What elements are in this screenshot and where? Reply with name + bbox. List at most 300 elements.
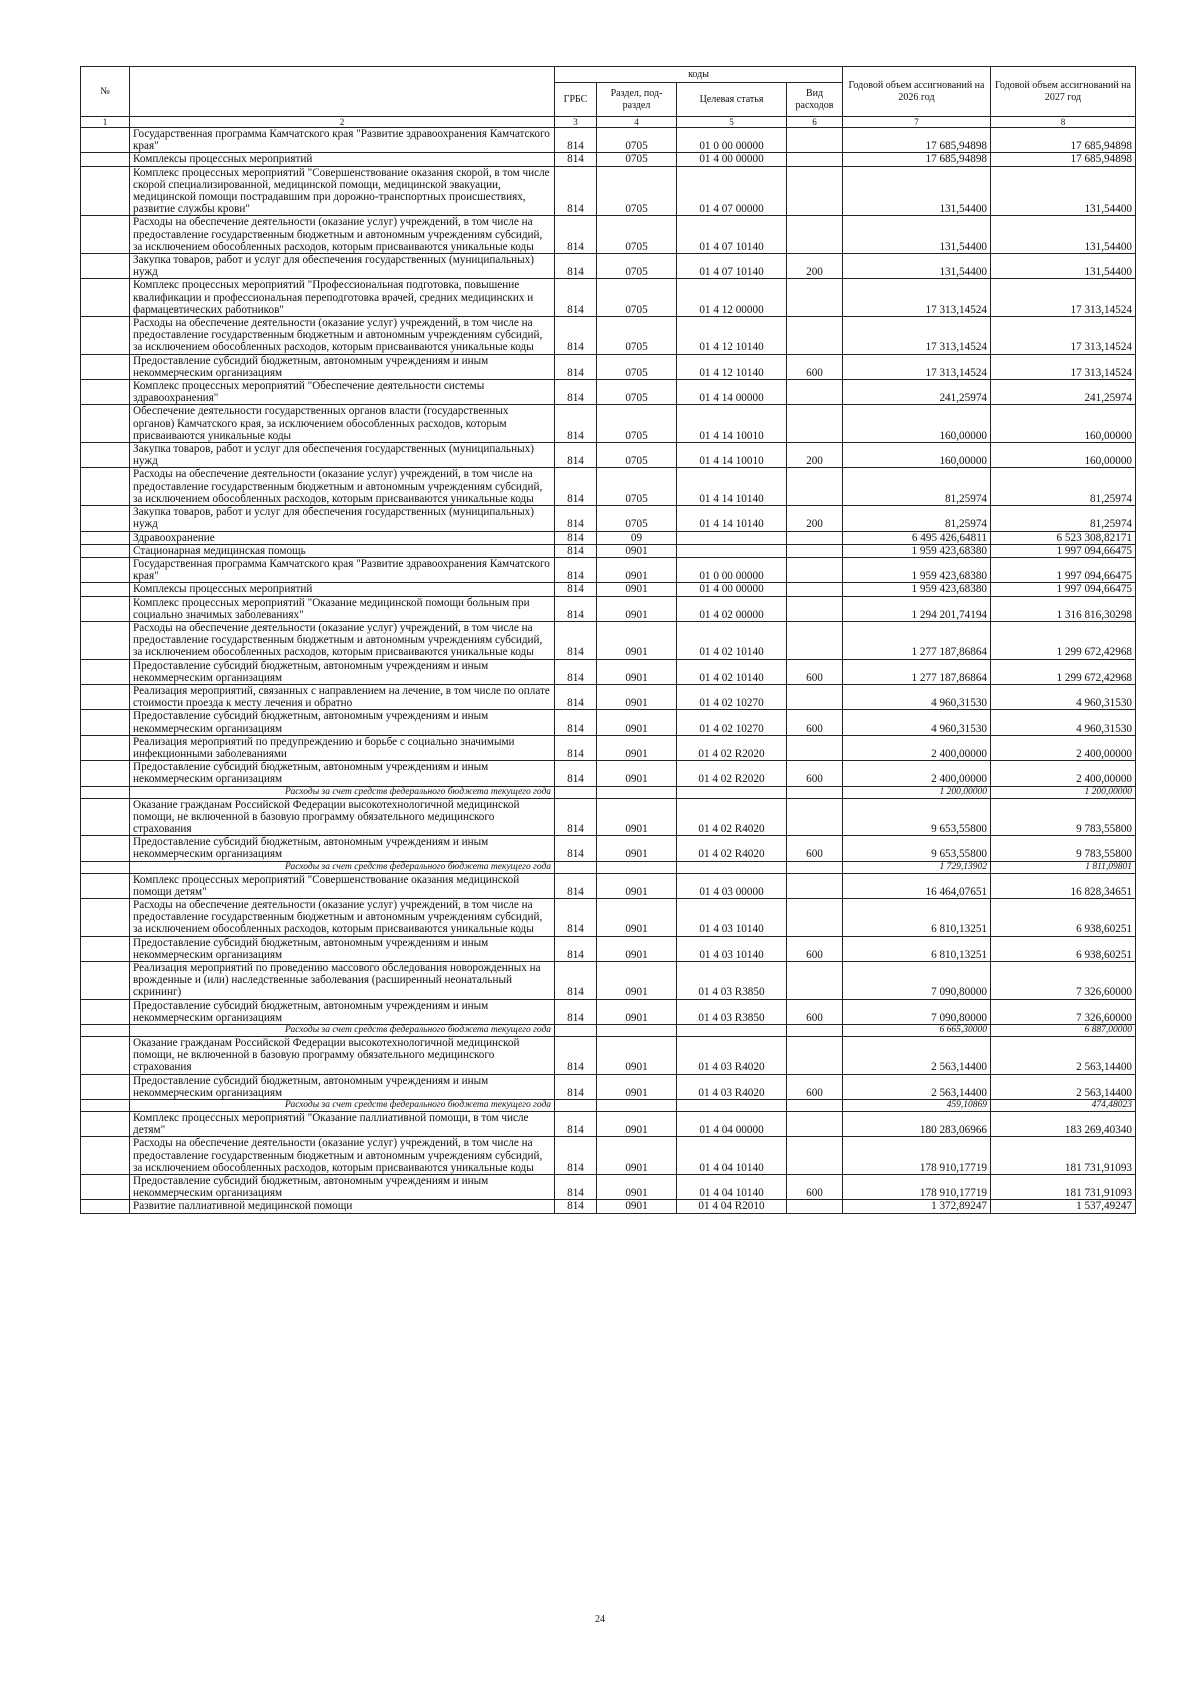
- table-row: [81, 380, 1136, 405]
- row-target-cell: 01 4 03 10140: [677, 936, 787, 961]
- row-name-cell: Расходы за счет средств федерального бюджета текущего года: [130, 861, 555, 873]
- row-expense-type-cell: [787, 684, 843, 709]
- row-2026-cell: 9 653,55800: [843, 836, 991, 861]
- row-grbs-cell: 814: [555, 898, 597, 936]
- row-expense-type-cell: 600: [787, 1074, 843, 1099]
- colnum: 4: [597, 117, 677, 128]
- table-body: [81, 128, 1136, 1214]
- row-expense-type-cell: 200: [787, 254, 843, 279]
- row-target-cell: [677, 1025, 787, 1037]
- row-grbs-cell: 814: [555, 354, 597, 379]
- table-row: [81, 557, 1136, 582]
- row-target-cell: 01 4 02 R2020: [677, 761, 787, 786]
- header-year-2026: Годовой объем ассигнований на 2026 год: [843, 67, 991, 117]
- row-grbs-cell: 814: [555, 544, 597, 557]
- row-razdel-cell: 0901: [597, 684, 677, 709]
- row-grbs-cell: [555, 861, 597, 873]
- row-target-cell: 01 4 04 R2010: [677, 1200, 787, 1213]
- row-grbs-cell: 814: [555, 506, 597, 531]
- row-name-cell: Обеспечение деятельности государственных органов власти (государственных органов) Камчатского края, за исключением обособленных расходов, которым присваиваются уникальные коды: [130, 405, 555, 443]
- row-razdel-cell: 0901: [597, 1137, 677, 1175]
- row-2026-cell: 81,25974: [843, 506, 991, 531]
- row-2026-cell: 16 464,07651: [843, 873, 991, 898]
- row-name-cell: Расходы за счет средств федерального бюджета текущего года: [130, 786, 555, 798]
- table-row: [81, 153, 1136, 166]
- row-expense-type-cell: 200: [787, 443, 843, 468]
- row-target-cell: 01 4 14 10010: [677, 443, 787, 468]
- row-target-cell: 01 4 14 10140: [677, 506, 787, 531]
- row-num-cell: [81, 279, 130, 317]
- row-grbs-cell: 814: [555, 166, 597, 216]
- table-row: [81, 898, 1136, 936]
- budget-table: [80, 66, 1136, 1214]
- colnum: 7: [843, 117, 991, 128]
- row-razdel-cell: [597, 861, 677, 873]
- row-razdel-cell: 0705: [597, 128, 677, 153]
- row-expense-type-cell: [787, 735, 843, 760]
- row-2026-cell: 17 685,94898: [843, 153, 991, 166]
- table-row: [81, 254, 1136, 279]
- row-razdel-cell: 0705: [597, 153, 677, 166]
- row-name-cell: Предоставление субсидий бюджетным, автономным учреждениям и иным некоммерческим организациям: [130, 999, 555, 1024]
- row-2027-cell: 1 997 094,66475: [991, 544, 1136, 557]
- row-num-cell: [81, 128, 130, 153]
- row-razdel-cell: 0705: [597, 405, 677, 443]
- row-grbs-cell: 814: [555, 254, 597, 279]
- row-razdel-cell: 0901: [597, 1112, 677, 1137]
- colnum: 1: [81, 117, 130, 128]
- row-2027-cell: 17 685,94898: [991, 128, 1136, 153]
- row-name-cell: Расходы за счет средств федерального бюджета текущего года: [130, 1100, 555, 1112]
- header-codes: коды: [555, 67, 843, 83]
- row-num-cell: [81, 786, 130, 798]
- row-2027-cell: 1 997 094,66475: [991, 557, 1136, 582]
- table-row: [81, 873, 1136, 898]
- row-grbs-cell: 814: [555, 405, 597, 443]
- row-2027-cell: 1 299 672,42968: [991, 621, 1136, 659]
- row-name-cell: Комплекс процессных мероприятий "Совершенствование оказания медицинской помощи детям": [130, 873, 555, 898]
- row-2026-cell: 131,54400: [843, 216, 991, 254]
- row-razdel-cell: [597, 1100, 677, 1112]
- page-number: 24: [595, 1614, 605, 1625]
- table-row: [81, 166, 1136, 216]
- row-2027-cell: 17 685,94898: [991, 153, 1136, 166]
- row-num-cell: [81, 443, 130, 468]
- row-2026-cell: 1 959 423,68380: [843, 557, 991, 582]
- row-2026-cell: 6 665,30000: [843, 1025, 991, 1037]
- row-num-cell: [81, 873, 130, 898]
- row-razdel-cell: 0901: [597, 898, 677, 936]
- row-razdel-cell: 0901: [597, 962, 677, 1000]
- row-expense-type-cell: [787, 405, 843, 443]
- row-target-cell: 01 4 02 R4020: [677, 836, 787, 861]
- row-2026-cell: 160,00000: [843, 443, 991, 468]
- row-2026-cell: 2 563,14400: [843, 1074, 991, 1099]
- row-target-cell: 01 4 00 00000: [677, 153, 787, 166]
- table-row: [81, 583, 1136, 596]
- row-target-cell: [677, 531, 787, 544]
- row-target-cell: [677, 544, 787, 557]
- row-expense-type-cell: [787, 583, 843, 596]
- row-grbs-cell: [555, 1100, 597, 1112]
- row-2026-cell: 81,25974: [843, 468, 991, 506]
- header-year-2027: Годовой объем ассигнований на 2027 год: [991, 67, 1136, 117]
- row-grbs-cell: 814: [555, 583, 597, 596]
- row-expense-type-cell: 600: [787, 936, 843, 961]
- row-2027-cell: 2 563,14400: [991, 1037, 1136, 1075]
- row-name-cell: Реализация мероприятий, связанных с направлением на лечение, в том числе по оплате стоимости проезда к месту лечения и обратно: [130, 684, 555, 709]
- row-name-cell: Оказание гражданам Российской Федерации высокотехнологичной медицинской помощи, не включенной в базовую программу обязательного медицинского страхования: [130, 798, 555, 836]
- header-grbs: ГРБС: [555, 83, 597, 117]
- row-expense-type-cell: [787, 798, 843, 836]
- row-expense-type-cell: [787, 531, 843, 544]
- row-expense-type-cell: [787, 468, 843, 506]
- row-target-cell: 01 4 03 R4020: [677, 1037, 787, 1075]
- row-num-cell: [81, 557, 130, 582]
- row-name-cell: Расходы на обеспечение деятельности (оказание услуг) учреждений, в том числе на предоставление государственным бюджетным и автономным учреждениям субсидий, за исключением обособленных расходов, которым присваиваются уникальные коды: [130, 898, 555, 936]
- row-2026-cell: 131,54400: [843, 254, 991, 279]
- row-num-cell: [81, 1137, 130, 1175]
- row-2027-cell: 2 400,00000: [991, 735, 1136, 760]
- row-name-cell: Реализация мероприятий по проведению массового обследования новорожденных на врожденные и (или) наследственные заболевания (расширенный неонатальный скрининг): [130, 962, 555, 1000]
- row-2027-cell: 16 828,34651: [991, 873, 1136, 898]
- row-2026-cell: 7 090,80000: [843, 999, 991, 1024]
- row-expense-type-cell: [787, 166, 843, 216]
- header-target-article: Целевая статья: [677, 83, 787, 117]
- row-target-cell: 01 4 07 10140: [677, 216, 787, 254]
- row-expense-type-cell: [787, 898, 843, 936]
- row-num-cell: [81, 468, 130, 506]
- row-razdel-cell: 0705: [597, 354, 677, 379]
- row-target-cell: 01 4 02 00000: [677, 596, 787, 621]
- row-razdel-cell: 0901: [597, 873, 677, 898]
- row-grbs-cell: 814: [555, 153, 597, 166]
- colnum: 5: [677, 117, 787, 128]
- table-row: [81, 659, 1136, 684]
- row-razdel-cell: 0901: [597, 1175, 677, 1200]
- table-row: [81, 279, 1136, 317]
- row-num-cell: [81, 1112, 130, 1137]
- row-2026-cell: 131,54400: [843, 166, 991, 216]
- row-grbs-cell: 814: [555, 873, 597, 898]
- row-2027-cell: 7 326,60000: [991, 962, 1136, 1000]
- row-2026-cell: 1 277 187,86864: [843, 621, 991, 659]
- row-expense-type-cell: 600: [787, 761, 843, 786]
- row-name-cell: Комплекс процессных мероприятий "Оказание медицинской помощи больным при социально значимых заболеваниях": [130, 596, 555, 621]
- row-2026-cell: 4 960,31530: [843, 684, 991, 709]
- row-target-cell: 01 4 03 R3850: [677, 962, 787, 1000]
- row-razdel-cell: 0901: [597, 798, 677, 836]
- row-num-cell: [81, 1074, 130, 1099]
- row-razdel-cell: 0705: [597, 279, 677, 317]
- row-num-cell: [81, 798, 130, 836]
- row-num-cell: [81, 621, 130, 659]
- row-razdel-cell: [597, 786, 677, 798]
- table-row: [81, 596, 1136, 621]
- row-grbs-cell: 814: [555, 798, 597, 836]
- row-2027-cell: 2 400,00000: [991, 761, 1136, 786]
- row-target-cell: 01 4 00 00000: [677, 583, 787, 596]
- row-num-cell: [81, 354, 130, 379]
- row-num-cell: [81, 166, 130, 216]
- row-target-cell: 01 4 02 R2020: [677, 735, 787, 760]
- row-expense-type-cell: [787, 279, 843, 317]
- row-name-cell: Комплексы процессных мероприятий: [130, 583, 555, 596]
- table-row: [81, 216, 1136, 254]
- budget-table-sheet: [80, 66, 1135, 1214]
- row-name-cell: Предоставление субсидий бюджетным, автономным учреждениям и иным некоммерческим организациям: [130, 1175, 555, 1200]
- row-expense-type-cell: [787, 317, 843, 355]
- table-row: [81, 798, 1136, 836]
- table-row: [81, 1137, 1136, 1175]
- table-row: [81, 128, 1136, 153]
- row-expense-type-cell: [787, 128, 843, 153]
- row-name-cell: Реализация мероприятий по предупреждению и борьбе с социально значимыми инфекционными заболеваниями: [130, 735, 555, 760]
- row-target-cell: 01 4 02 10270: [677, 710, 787, 735]
- row-num-cell: [81, 544, 130, 557]
- row-name-cell: Оказание гражданам Российской Федерации высокотехнологичной медицинской помощи, не включенной в базовую программу обязательного медицинского страхования: [130, 1037, 555, 1075]
- row-num-cell: [81, 861, 130, 873]
- row-name-cell: Закупка товаров, работ и услуг для обеспечения государственных (муниципальных) нужд: [130, 506, 555, 531]
- row-expense-type-cell: [787, 1100, 843, 1112]
- colnum: 3: [555, 117, 597, 128]
- row-2027-cell: 1 200,00000: [991, 786, 1136, 798]
- row-expense-type-cell: [787, 1112, 843, 1137]
- row-razdel-cell: 0705: [597, 166, 677, 216]
- row-num-cell: [81, 596, 130, 621]
- row-target-cell: 01 4 12 10140: [677, 354, 787, 379]
- row-num-cell: [81, 583, 130, 596]
- row-expense-type-cell: [787, 1200, 843, 1213]
- row-grbs-cell: 814: [555, 216, 597, 254]
- row-razdel-cell: 0901: [597, 936, 677, 961]
- colnum: 6: [787, 117, 843, 128]
- row-num-cell: [81, 153, 130, 166]
- row-expense-type-cell: [787, 861, 843, 873]
- row-grbs-cell: 814: [555, 279, 597, 317]
- row-target-cell: 01 4 07 10140: [677, 254, 787, 279]
- row-target-cell: 01 4 12 10140: [677, 317, 787, 355]
- row-2027-cell: 1 316 816,30298: [991, 596, 1136, 621]
- row-num-cell: [81, 531, 130, 544]
- row-2027-cell: 9 783,55800: [991, 798, 1136, 836]
- row-grbs-cell: [555, 1025, 597, 1037]
- table-row: [81, 735, 1136, 760]
- row-razdel-cell: 0901: [597, 659, 677, 684]
- row-num-cell: [81, 506, 130, 531]
- row-2026-cell: 6 810,13251: [843, 898, 991, 936]
- row-2026-cell: 1 372,89247: [843, 1200, 991, 1213]
- row-target-cell: 01 0 00 00000: [677, 128, 787, 153]
- row-grbs-cell: 814: [555, 761, 597, 786]
- row-name-cell: Предоставление субсидий бюджетным, автономным учреждениям и иным некоммерческим организациям: [130, 710, 555, 735]
- row-expense-type-cell: [787, 544, 843, 557]
- row-razdel-cell: 0901: [597, 1037, 677, 1075]
- row-name-cell: Расходы на обеспечение деятельности (оказание услуг) учреждений, в том числе на предоставление государственным бюджетным и автономным учреждениям субсидий, за исключением обособленных расходов, которым присваиваются уникальные коды: [130, 621, 555, 659]
- row-name-cell: Расходы на обеспечение деятельности (оказание услуг) учреждений, в том числе на предоставление государственным бюджетным и автономным учреждениям субсидий, за исключением обособленных расходов, которым присваиваются уникальные коды: [130, 317, 555, 355]
- row-expense-type-cell: [787, 596, 843, 621]
- row-2026-cell: 2 563,14400: [843, 1037, 991, 1075]
- row-razdel-cell: 0705: [597, 254, 677, 279]
- row-razdel-cell: 0901: [597, 596, 677, 621]
- row-name-cell: Комплекс процессных мероприятий "Оказание паллиативной помощи, в том числе детям": [130, 1112, 555, 1137]
- row-grbs-cell: 814: [555, 317, 597, 355]
- row-target-cell: 01 4 14 10010: [677, 405, 787, 443]
- row-num-cell: [81, 1175, 130, 1200]
- row-num-cell: [81, 1100, 130, 1112]
- row-razdel-cell: 0705: [597, 443, 677, 468]
- row-target-cell: 01 4 03 00000: [677, 873, 787, 898]
- row-name-cell: Государственная программа Камчатского края "Развитие здравоохранения Камчатского края": [130, 128, 555, 153]
- row-expense-type-cell: [787, 786, 843, 798]
- row-grbs-cell: 814: [555, 936, 597, 961]
- row-2027-cell: 17 313,14524: [991, 354, 1136, 379]
- table-row: [81, 684, 1136, 709]
- row-num-cell: [81, 761, 130, 786]
- row-razdel-cell: 0705: [597, 317, 677, 355]
- table-row: [81, 506, 1136, 531]
- row-num-cell: [81, 735, 130, 760]
- row-2026-cell: 17 313,14524: [843, 279, 991, 317]
- row-2027-cell: 81,25974: [991, 506, 1136, 531]
- row-name-cell: Предоставление субсидий бюджетным, автономным учреждениям и иным некоммерческим организациям: [130, 1074, 555, 1099]
- row-expense-type-cell: [787, 216, 843, 254]
- row-name-cell: Государственная программа Камчатского края "Развитие здравоохранения Камчатского края": [130, 557, 555, 582]
- row-2027-cell: 183 269,40340: [991, 1112, 1136, 1137]
- row-2026-cell: 4 960,31530: [843, 710, 991, 735]
- row-2027-cell: 81,25974: [991, 468, 1136, 506]
- row-razdel-cell: 0901: [597, 621, 677, 659]
- row-2026-cell: 1 277 187,86864: [843, 659, 991, 684]
- row-2027-cell: 160,00000: [991, 405, 1136, 443]
- row-name-cell: Предоставление субсидий бюджетным, автономным учреждениям и иным некоммерческим организациям: [130, 936, 555, 961]
- row-name-cell: Комплекс процессных мероприятий "Совершенствование оказания скорой, в том числе скорой специализированной, медицинской помощи, медицинской эвакуации, медицинской помощи пострадавшим при дорожно-транспортных происшествиях, развитие службы крови": [130, 166, 555, 216]
- row-expense-type-cell: 600: [787, 999, 843, 1024]
- row-target-cell: 01 4 02 10270: [677, 684, 787, 709]
- row-2026-cell: 459,10869: [843, 1100, 991, 1112]
- row-grbs-cell: 814: [555, 468, 597, 506]
- row-target-cell: 01 4 04 10140: [677, 1175, 787, 1200]
- row-razdel-cell: 0901: [597, 583, 677, 596]
- row-razdel-cell: 0901: [597, 710, 677, 735]
- federal-funds-row: [81, 1100, 1136, 1112]
- table-row: [81, 1112, 1136, 1137]
- row-target-cell: 01 4 07 00000: [677, 166, 787, 216]
- row-grbs-cell: 814: [555, 443, 597, 468]
- row-razdel-cell: 0901: [597, 557, 677, 582]
- row-2027-cell: 131,54400: [991, 216, 1136, 254]
- row-grbs-cell: 814: [555, 999, 597, 1024]
- table-row: [81, 531, 1136, 544]
- row-expense-type-cell: [787, 1025, 843, 1037]
- row-expense-type-cell: [787, 873, 843, 898]
- row-grbs-cell: 814: [555, 962, 597, 1000]
- row-razdel-cell: 0901: [597, 544, 677, 557]
- table-row: [81, 836, 1136, 861]
- row-grbs-cell: 814: [555, 531, 597, 544]
- row-grbs-cell: 814: [555, 684, 597, 709]
- row-2027-cell: 4 960,31530: [991, 710, 1136, 735]
- row-2027-cell: 4 960,31530: [991, 684, 1136, 709]
- row-target-cell: 01 4 04 10140: [677, 1137, 787, 1175]
- row-name-cell: Расходы на обеспечение деятельности (оказание услуг) учреждений, в том числе на предоставление государственным бюджетным и автономным учреждениям субсидий, за исключением обособленных расходов, которым присваиваются уникальные коды: [130, 1137, 555, 1175]
- row-name-cell: Развитие паллиативной медицинской помощи: [130, 1200, 555, 1213]
- row-target-cell: 01 4 02 10140: [677, 659, 787, 684]
- row-expense-type-cell: 600: [787, 1175, 843, 1200]
- table-row: [81, 761, 1136, 786]
- row-target-cell: 01 4 12 00000: [677, 279, 787, 317]
- table-row: [81, 1037, 1136, 1075]
- row-2027-cell: 1 997 094,66475: [991, 583, 1136, 596]
- row-expense-type-cell: [787, 962, 843, 1000]
- row-razdel-cell: 0901: [597, 735, 677, 760]
- row-2026-cell: 17 313,14524: [843, 354, 991, 379]
- row-expense-type-cell: 600: [787, 710, 843, 735]
- row-target-cell: [677, 861, 787, 873]
- colnum: 2: [130, 117, 555, 128]
- row-grbs-cell: 814: [555, 710, 597, 735]
- row-name-cell: Расходы за счет средств федерального бюджета текущего года: [130, 1025, 555, 1037]
- row-grbs-cell: 814: [555, 1112, 597, 1137]
- table-row: [81, 1200, 1136, 1213]
- row-num-cell: [81, 898, 130, 936]
- row-2026-cell: 241,25974: [843, 380, 991, 405]
- row-2027-cell: 160,00000: [991, 443, 1136, 468]
- row-2027-cell: 1 811,09801: [991, 861, 1136, 873]
- row-num-cell: [81, 836, 130, 861]
- row-grbs-cell: 814: [555, 836, 597, 861]
- row-num-cell: [81, 999, 130, 1024]
- row-2026-cell: 17 685,94898: [843, 128, 991, 153]
- table-row: [81, 621, 1136, 659]
- row-2026-cell: 180 283,06966: [843, 1112, 991, 1137]
- row-target-cell: 01 4 03 R4020: [677, 1074, 787, 1099]
- row-num-cell: [81, 405, 130, 443]
- row-razdel-cell: 0901: [597, 1074, 677, 1099]
- row-grbs-cell: 814: [555, 1037, 597, 1075]
- row-2027-cell: 1 537,49247: [991, 1200, 1136, 1213]
- row-grbs-cell: 814: [555, 1074, 597, 1099]
- row-target-cell: 01 4 02 10140: [677, 621, 787, 659]
- row-expense-type-cell: [787, 557, 843, 582]
- row-grbs-cell: 814: [555, 596, 597, 621]
- row-name-cell: Предоставление субсидий бюджетным, автономным учреждениям и иным некоммерческим организациям: [130, 354, 555, 379]
- header-num: №: [81, 67, 130, 117]
- row-expense-type-cell: [787, 621, 843, 659]
- row-target-cell: [677, 1100, 787, 1112]
- table-row: [81, 1074, 1136, 1099]
- row-2027-cell: 2 563,14400: [991, 1074, 1136, 1099]
- row-name-cell: Расходы на обеспечение деятельности (оказание услуг) учреждений, в том числе на предоставление государственным бюджетным и автономным учреждениям субсидий, за исключением обособленных расходов, которым присваиваются уникальные коды: [130, 216, 555, 254]
- row-grbs-cell: 814: [555, 659, 597, 684]
- row-num-cell: [81, 962, 130, 1000]
- row-target-cell: 01 4 04 00000: [677, 1112, 787, 1137]
- row-expense-type-cell: [787, 380, 843, 405]
- row-target-cell: 01 4 14 00000: [677, 380, 787, 405]
- row-name-cell: Комплекс процессных мероприятий "Профессиональная подготовка, повышение квалификации и профессиональная переподготовка врачей, средних медицинских и фармацевтических работников": [130, 279, 555, 317]
- row-expense-type-cell: 600: [787, 659, 843, 684]
- row-2026-cell: 1 200,00000: [843, 786, 991, 798]
- table-row: [81, 443, 1136, 468]
- row-2027-cell: 6 523 308,82171: [991, 531, 1136, 544]
- row-num-cell: [81, 659, 130, 684]
- row-2027-cell: 131,54400: [991, 254, 1136, 279]
- row-razdel-cell: 0901: [597, 836, 677, 861]
- table-row: [81, 999, 1136, 1024]
- row-name-cell: Предоставление субсидий бюджетным, автономным учреждениям и иным некоммерческим организациям: [130, 761, 555, 786]
- row-grbs-cell: 814: [555, 380, 597, 405]
- row-grbs-cell: 814: [555, 1175, 597, 1200]
